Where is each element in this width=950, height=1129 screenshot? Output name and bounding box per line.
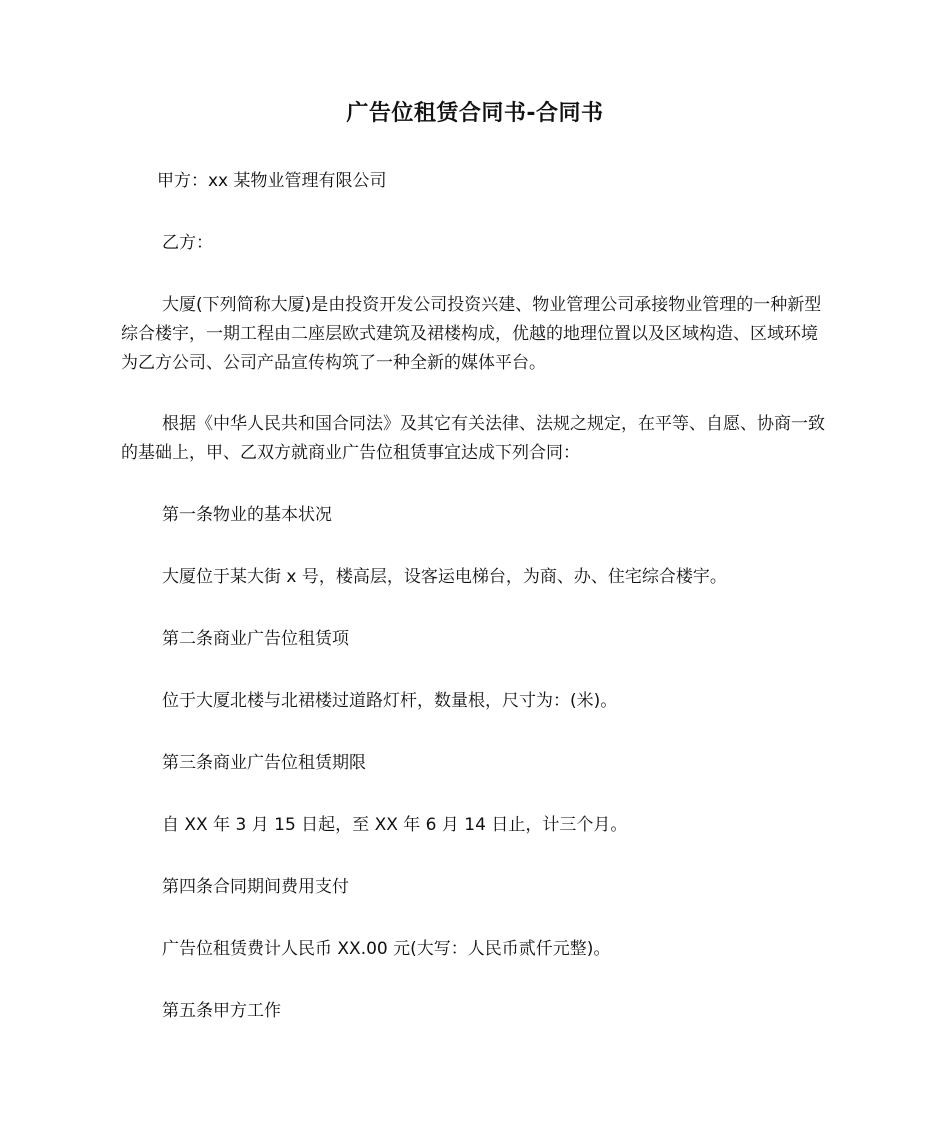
article-1-body: 大厦位于某大街 x 号，楼高层，设客运电梯台，为商、办、住宅综合楼宇。 bbox=[162, 567, 727, 587]
article-2-body: 位于大厦北楼与北裙楼过道路灯杆，数量根，尺寸为：(米)。 bbox=[162, 691, 618, 711]
document-title: 广告位租赁合同书-合同书 bbox=[346, 101, 604, 126]
article-3-body: 自 XX 年 3 月 15 日起，至 XX 年 6 月 14 日止，计三个月。 bbox=[162, 815, 628, 835]
article-3-heading: 第三条商业广告位租赁期限 bbox=[162, 753, 366, 773]
article-5-heading: 第五条甲方工作 bbox=[162, 1001, 281, 1021]
intro-paragraph-1: 大厦(下列简称大厦)是由投资开发公司投资兴建、物业管理公司承接物业管理的一种新型综合楼宇，一期工程由二座层欧式建筑及裙楼构成，优越的地理位置以及区域构造、区域环境为乙方公司、公司产品宣传构筑了一种全新的媒体平台。 bbox=[121, 295, 822, 373]
article-4-body: 广告位租赁费计人民币 XX.00 元(大写：人民币贰仟元整)。 bbox=[162, 939, 611, 959]
intro-paragraph-2: 根据《中华人民共和国合同法》及其它有关法律、法规之规定，在平等、自愿、协商一致的基础上，甲、乙双方就商业广告位租赁事宜达成下列合同： bbox=[121, 414, 825, 463]
article-1-heading: 第一条物业的基本状况 bbox=[162, 505, 332, 525]
party-b-line: 乙方： bbox=[162, 233, 213, 253]
article-2-heading: 第二条商业广告位租赁项 bbox=[162, 629, 349, 649]
party-a-line: 甲方：xx 某物业管理有限公司 bbox=[157, 171, 387, 191]
article-4-heading: 第四条合同期间费用支付 bbox=[162, 877, 349, 897]
